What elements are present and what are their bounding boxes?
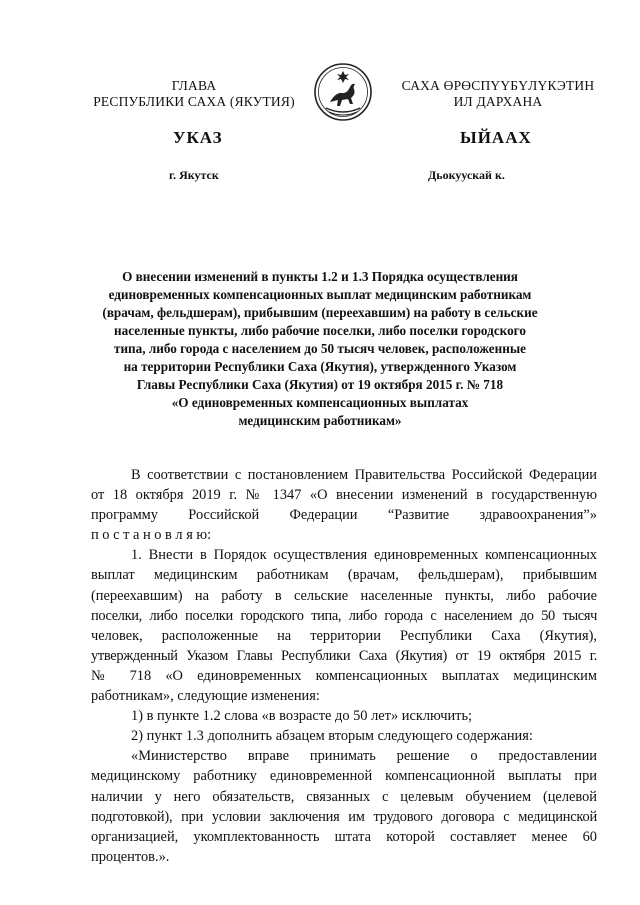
title-line: Главы Республики Саха (Якутия) от 19 октября 2015 г. № 718 (136, 377, 504, 392)
body-line: (переехавшим) на работу в сельские населенные пункты, либо рабочие (91, 587, 597, 604)
header-left-block (84, 78, 304, 110)
body-line: наличии у него обязательств, связанных с целевым обучением (целевой (91, 788, 597, 805)
doc-type-sakha: ЫЙААХ (460, 128, 532, 147)
title-line: на территории Республики Саха (Якутия), утвержденного Указом (123, 359, 517, 374)
city-sakha: Дьокуускай к. (428, 168, 505, 182)
title-line: О внесении изменений в пункты 1.2 и 1.3 Порядка осуществления (122, 269, 518, 284)
body-line: человек, расположенные на территории Республики Саха (Якутия), (91, 627, 597, 644)
body-line: программу Российской Федерации “Развитие здравоохранения”» (91, 507, 597, 524)
body-line: работникам», следующие изменения: (91, 688, 320, 705)
body-line: 1) в пункте 1.2 слова «в возрасте до 50 лет» исключить; (131, 708, 473, 725)
body-line: № 718 «О единовременных компенсационных выплатах медицинским (91, 667, 597, 684)
body-line: п о с т а н о в л я ю: (91, 527, 212, 544)
header-left-line2: РЕСПУБЛИКИ САХА (ЯКУТИЯ) (93, 94, 295, 109)
body-line: выплат медицинским работникам (врачам, фельдшерам), прибывшим (91, 567, 597, 584)
header-right-line2: ИЛ ДАРХАНА (453, 94, 543, 109)
title-line: «О единовременных компенсационных выплатах (171, 395, 469, 410)
body-line: подготовкой), при условии заключения им трудового договора с медицинской (91, 808, 597, 825)
body-line: утвержденный Указом Главы Республики Саха (Якутия) от 19 октября 2015 г. (91, 647, 597, 664)
title-line: единовременных компенсационных выплат медицинским работникам (108, 287, 532, 302)
body-line: процентов.». (91, 848, 170, 865)
city-ru: г. Якутск (169, 168, 219, 182)
title-line: медицинским работникам» (238, 413, 402, 428)
doc-type-ru: УКАЗ (173, 128, 223, 147)
title-line: населенные пункты, либо рабочие поселки, либо поселки городского (114, 323, 526, 338)
header-right-block (388, 78, 608, 110)
body-line: «Министерство вправе принимать решение о предоставлении (131, 748, 597, 765)
header-left-line1: ГЛАВА (171, 78, 217, 93)
body-line: медицинскому работнику единовременной компенсационной выплаты при (91, 768, 597, 785)
document-title (80, 268, 560, 430)
body-line: 1. Внести в Порядок осуществления единовременных компенсационных (131, 547, 597, 564)
body-line: В соответствии с постановлением Правительства Российской Федерации (131, 467, 597, 483)
body-line: организацией, укомплектованность штата которой составляет менее 60 (91, 828, 597, 845)
document-body (91, 465, 597, 867)
body-line: поселки, либо поселки городского типа, либо города с населением до 50 тысяч (91, 607, 597, 624)
coat-of-arms-icon (312, 62, 374, 122)
body-line: 2) пункт 1.3 дополнить абзацем вторым следующего содержания: (131, 728, 533, 745)
header-right-line1: САХА ӨРӨСПҮҮБҮЛҮКЭТИН (401, 78, 595, 93)
title-line: типа, либо города с населением до 50 тысяч человек, расположенные (113, 341, 527, 356)
body-line: от 18 октября 2019 г. № 1347 «О внесении изменений в государственную (91, 487, 597, 504)
title-line: (врачам, фельдшерам), прибывшим (переехавшим) на работу в сельские (102, 305, 538, 320)
